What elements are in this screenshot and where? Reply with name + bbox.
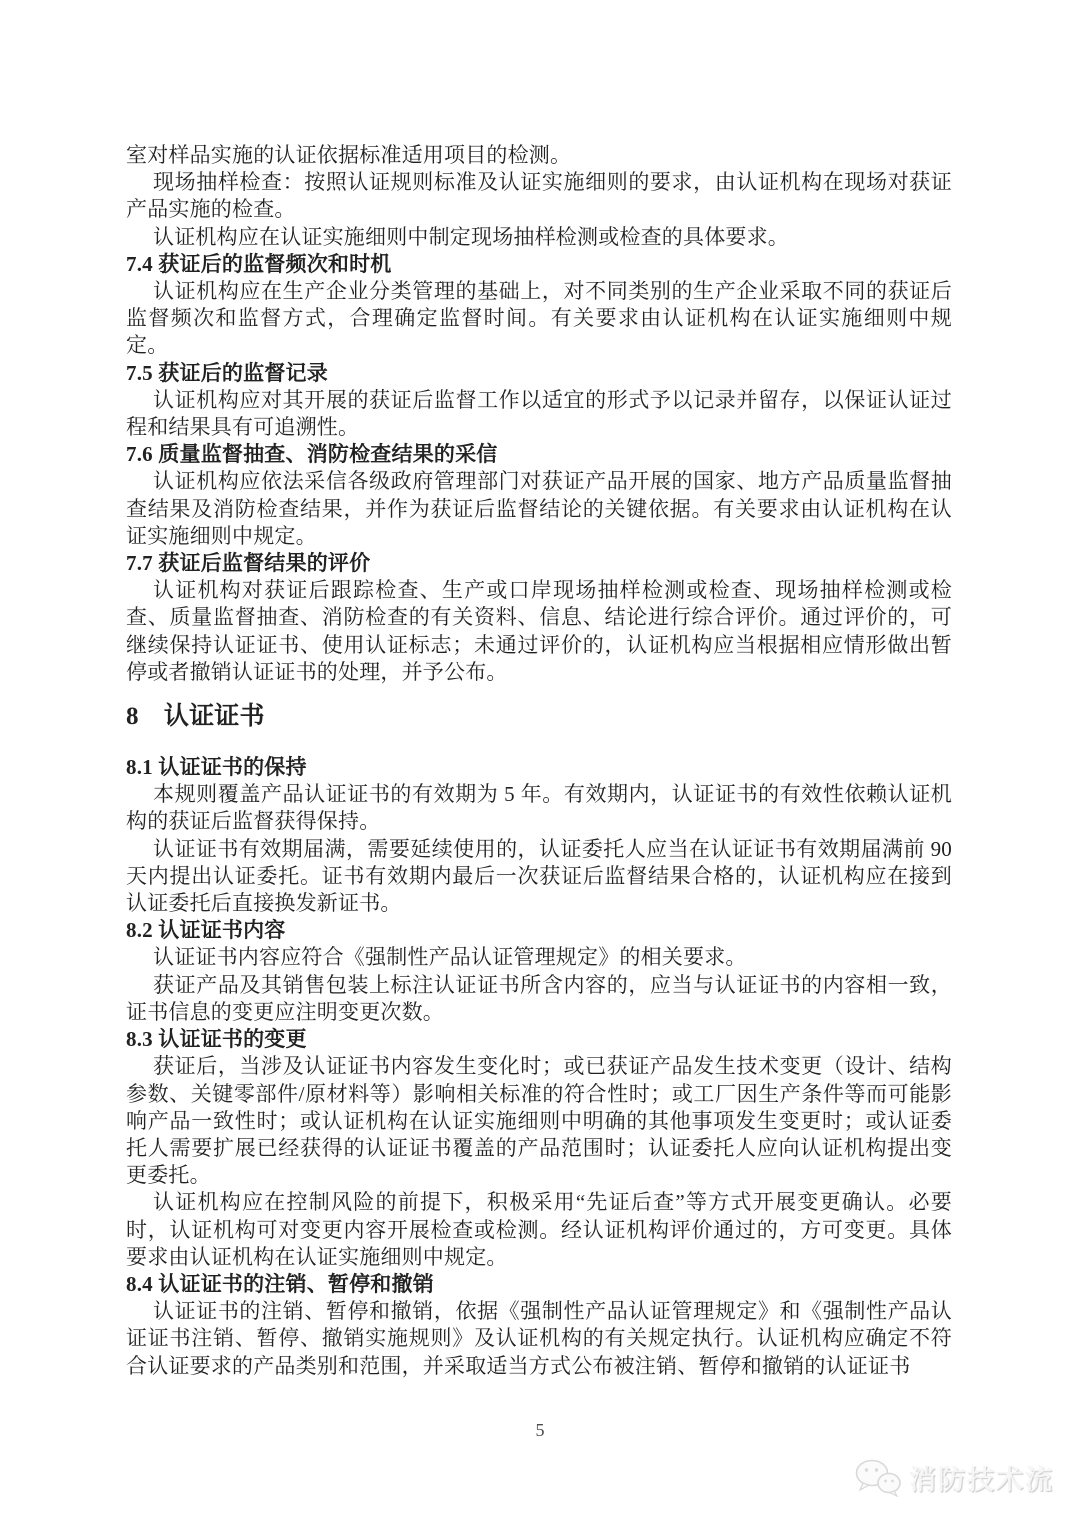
paragraph: 认证机构应在认证实施细则中制定现场抽样检测或检查的具体要求。 [153,224,789,249]
section-heading-8-1: 8.1 认证证书的保持 [126,755,307,780]
paragraph: 认证证书的注销、暂停和撤销，依据《强制性产品认证管理规定》和《强制性产品认证证书注销、暂停、撤销实施规则》及认证机构的有关规定执行。认证机构应确定不符合认证要求的产品类别和范围，并采取适当方式公布被注销、暂停和撤销的认证证书 [126,1299,952,1378]
section-heading-8-2: 8.2 认证证书内容 [126,918,286,943]
watermark-text: 消防技术流 [909,1465,1054,1495]
paragraph: 本规则覆盖产品认证证书的有效期为 5 年。有效期内，认证证书的有效性依赖认证机构的获证后监督获得保持。 [126,782,952,834]
chapter-heading-8: 8 认证证书 [126,703,265,731]
wechat-icon [855,1459,901,1497]
paragraph: 认证证书有效期届满，需要延续使用的，认证委托人应当在认证证书有效期届满前 90 天内提出认证委托。证书有效期内最后一次获证后监督结果合格的，认证机构应在接到认证委托后直接换发新证书。 [126,836,952,916]
page-number: 5 [535,1420,545,1440]
paragraph: 获证后，当涉及认证证书内容发生变化时；或已获证产品发生技术变更（设计、结构参数、关键零部件/原材料等）影响相关标准的符合性时；或工厂因生产条件等而可能影响产品一致性时；或认证机构在认证实施细则中明确的其他事项发生变更时；或认证委托人需要扩展已经获得的认证证书覆盖的产品范围时；认证委托人应向认证机构提出变更委托。 [126,1054,952,1188]
section-heading-7-6: 7.6 质量监督抽查、消防检查结果的采信 [126,442,498,467]
section-heading-8-3: 8.3 认证证书的变更 [126,1027,307,1052]
watermark [855,1458,1054,1497]
section-heading-7-4: 7.4 获证后的监督频次和时机 [126,251,392,276]
paragraph: 认证证书内容应符合《强制性产品认证管理规定》的相关要求。 [153,945,747,970]
section-heading-7-5: 7.5 获证后的监督记录 [126,360,328,385]
paragraph: 认证机构应对其开展的获证后监督工作以适宜的形式予以记录并留存，以保证认证过程和结果具有可追溯性。 [126,387,952,440]
paragraph: 认证机构应在控制风险的前提下，积极采用“先证后查”等方式开展变更确认。必要时，认证机构可对变更内容开展检查或检测。经认证机构评价通过的，方可变更。具体要求由认证机构在认证实施细则中规定。 [126,1190,952,1269]
paragraph: 获证产品及其销售包装上标注认证证书所含内容的，应当与认证证书的内容相一致，证书信息的变更应注明变更次数。 [126,972,952,1024]
section-heading-8-4: 8.4 认证证书的注销、暂停和撤销 [126,1271,434,1296]
paragraph: 认证机构应依法采信各级政府管理部门对获证产品开展的国家、地方产品质量监督抽查结果及消防检查结果，并作为获证后监督结论的关键依据。有关要求由认证机构在认证实施细则中规定。 [126,469,952,548]
paragraph: 现场抽样检查：按照认证规则标准及认证实施细则的要求，由认证机构在现场对获证产品实施的检查。 [126,170,952,222]
paragraph: 认证机构应在生产企业分类管理的基础上，对不同类别的生产企业采取不同的获证后监督频次和监督方式，合理确定监督时间。有关要求由认证机构在认证实施细则中规定。 [126,279,952,358]
document-content [126,142,952,1380]
paragraph: 认证机构对获证后跟踪检查、生产或口岸现场抽样检测或检查、现场抽样检测或检查、质量监督抽查、消防检查的有关资料、信息、结论进行综合评价。通过评价的，可继续保持认证证书、使用认证标志；未通过评价的，认证机构应当根据相应情形做出暂停或者撤销认证证书的处理，并予公布。 [126,578,952,684]
section-heading-7-7: 7.7 获证后监督结果的评价 [126,551,371,576]
paragraph: 室对样品实施的认证依据标准适用项目的检测。 [126,143,572,167]
